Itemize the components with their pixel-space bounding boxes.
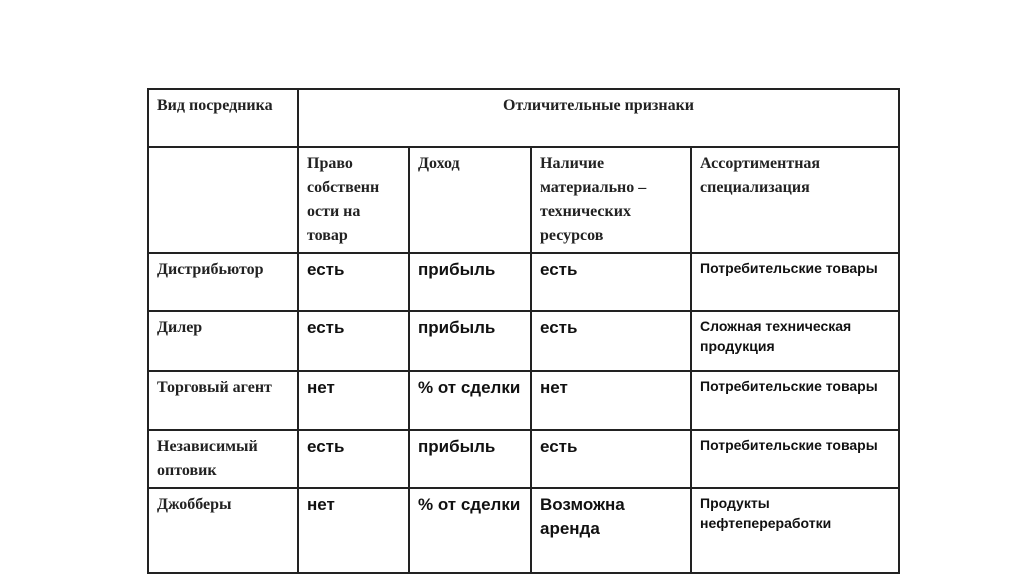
row-assortment: Продукты нефтепереработки [691, 488, 899, 573]
row-type: Торговый агент [148, 371, 298, 430]
header-row [148, 89, 899, 147]
table-row [148, 253, 899, 311]
row-ownership: есть [298, 430, 409, 488]
row-resources: есть [531, 430, 691, 488]
empty-cell [148, 147, 298, 253]
row-income: прибыль [409, 311, 531, 371]
header-type: Вид посредника [148, 89, 298, 147]
row-ownership: есть [298, 311, 409, 371]
subheader-row [148, 147, 899, 253]
table-row [148, 371, 899, 430]
row-ownership: есть [298, 253, 409, 311]
row-resources: есть [531, 253, 691, 311]
table-row [148, 488, 899, 573]
row-assortment: Сложная техническая продукция [691, 311, 899, 371]
col-resources: Наличие материально – технических ресурсов [531, 147, 691, 253]
row-resources: нет [531, 371, 691, 430]
row-type: Дистрибьютор [148, 253, 298, 311]
row-income: прибыль [409, 430, 531, 488]
row-assortment: Потребительские товары [691, 371, 899, 430]
table-row [148, 311, 899, 371]
row-type: Джобберы [148, 488, 298, 573]
row-type: Независимый оптовик [148, 430, 298, 488]
table-row [148, 430, 899, 488]
col-ownership: Право собственн ости на товар [298, 147, 409, 253]
row-ownership: нет [298, 371, 409, 430]
row-assortment: Потребительские товары [691, 253, 899, 311]
row-income: прибыль [409, 253, 531, 311]
header-features: Отличительные признаки [298, 89, 899, 147]
row-income: % от сделки [409, 488, 531, 573]
row-type: Дилер [148, 311, 298, 371]
row-assortment: Потребительские товары [691, 430, 899, 488]
row-resources: есть [531, 311, 691, 371]
col-income: Доход [409, 147, 531, 253]
col-assortment: Ассортиментная специализация [691, 147, 899, 253]
row-ownership: нет [298, 488, 409, 573]
row-resources: Возможна аренда [531, 488, 691, 573]
intermediaries-table [147, 88, 900, 574]
row-income: % от сделки [409, 371, 531, 430]
